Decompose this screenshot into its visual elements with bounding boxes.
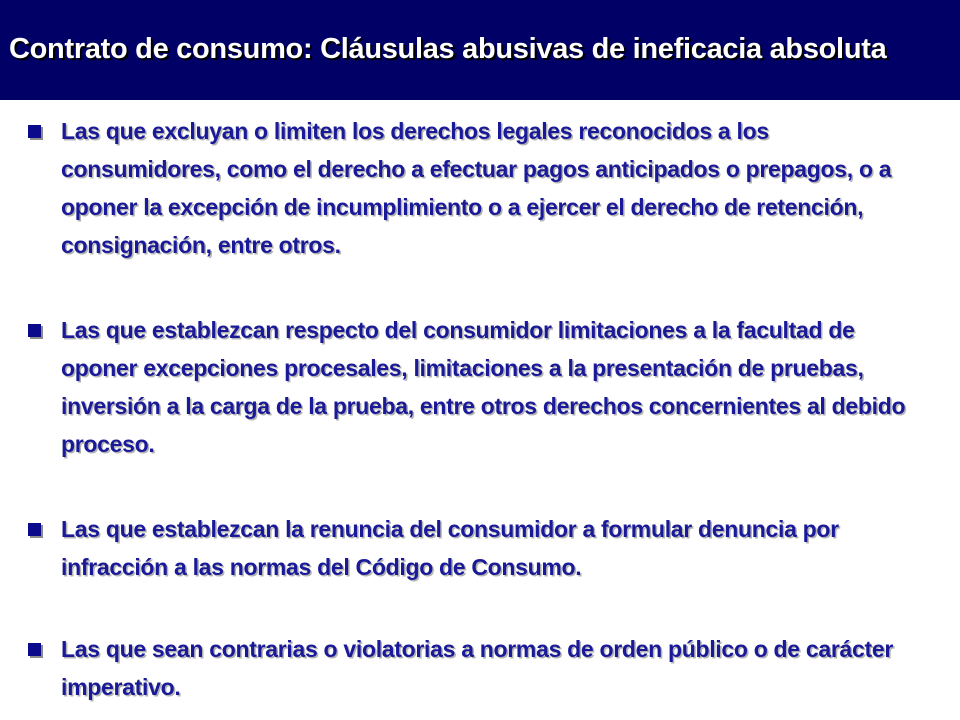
square-bullet-icon [28, 324, 41, 337]
bullet-text: Las que sean contrarias o violatorias a normas de orden público o de carácter imperativo. [61, 636, 894, 700]
square-bullet-icon [28, 523, 41, 536]
square-bullet-icon [28, 643, 41, 656]
bullet-text: Las que establezcan respecto del consumidor limitaciones a la facultad de oponer excepciones procesales, limitaciones a la presentación de pruebas, inversión a la carga de la prueba, entre otros derechos concernientes al debido proceso. [61, 317, 906, 457]
bullet-text: Las que establezcan la renuncia del consumidor a formular denuncia por infracción a las normas del Código de Consumo. [61, 516, 839, 580]
slide-title: Contrato de consumo: Cláusulas abusivas de ineficacia absoluta [9, 33, 887, 65]
bullet-text: Las que excluyan o limiten los derechos legales reconocidos a los consumidores, como el derecho a efectuar pagos anticipados o prepagos, o a oponer la excepción de incumplimiento o a ejercer el derecho de retención, consignación, entre otros. [61, 118, 892, 258]
square-bullet-icon [28, 125, 41, 138]
